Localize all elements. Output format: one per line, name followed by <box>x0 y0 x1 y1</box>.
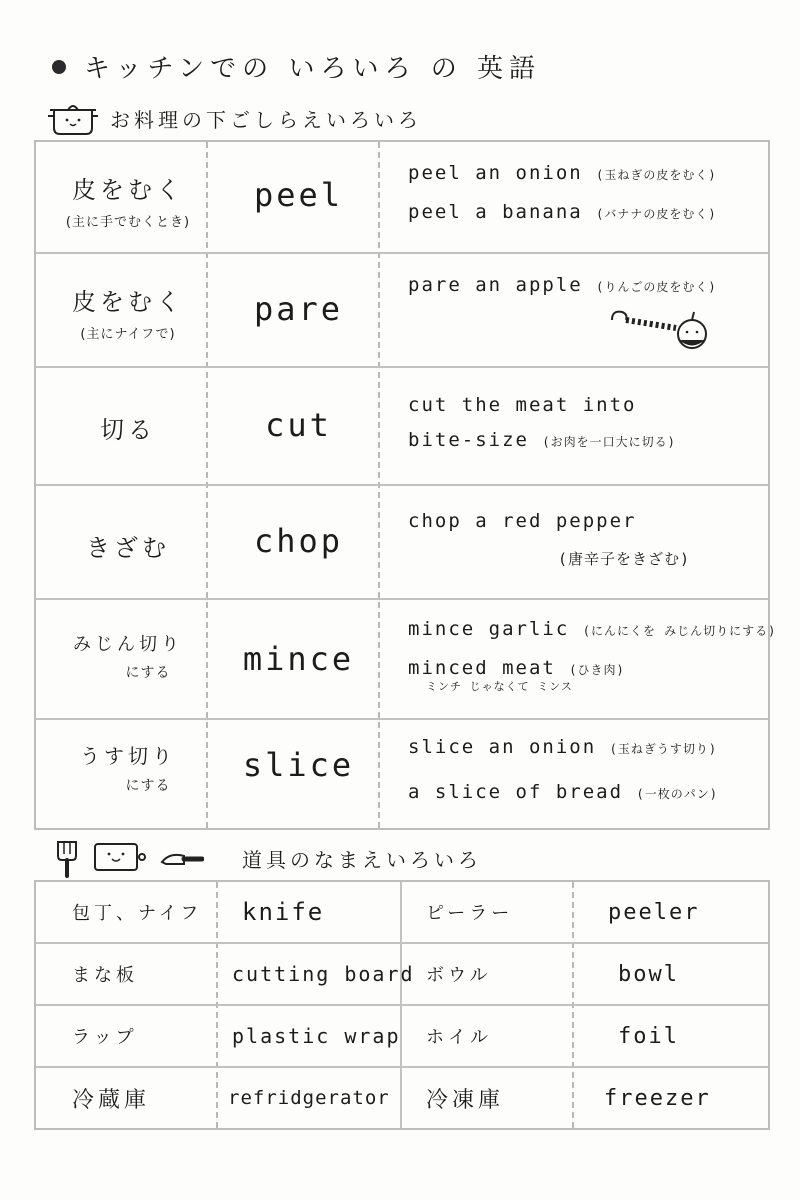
example-line: bite-size (お肉を一口大に切る) <box>408 428 676 451</box>
page-heading <box>52 48 541 85</box>
japanese-term-main: みじん切り <box>73 634 183 655</box>
tool-english: knife <box>242 898 325 926</box>
tool-english: refridgerator <box>228 1087 390 1109</box>
table-row <box>36 1068 768 1130</box>
japanese-term-main: 皮をむく <box>72 176 184 204</box>
table-row <box>36 600 777 720</box>
english-verb: mince <box>242 640 355 678</box>
table-row <box>36 142 768 254</box>
example-aside: ミンチ じゃなくて ミンス <box>426 679 573 693</box>
kitchen-tools-table <box>34 880 770 1130</box>
japanese-term <box>58 282 198 342</box>
example-list <box>408 162 768 224</box>
page-title: キッチンでの いろいろ の 英語 <box>84 54 541 84</box>
tool-japanese: ピーラー <box>426 903 514 924</box>
tool-english: peeler <box>608 899 700 925</box>
example-line: slice an onion (玉ねぎうす切り) <box>408 736 718 758</box>
example-list <box>408 510 768 570</box>
japanese-term-sub: (主にナイフで) <box>80 327 176 342</box>
table-row <box>36 1006 768 1068</box>
table-row <box>36 720 768 828</box>
tool-japanese: 包丁、ナイフ <box>72 903 203 924</box>
example-line: mince garlic (にんにくを みじん切りにする) <box>408 618 777 640</box>
japanese-term-sub: にする <box>125 665 171 681</box>
prep-verbs-table <box>34 140 777 830</box>
table-row <box>36 882 768 944</box>
section2-title: 道具のなまえいろいろ <box>242 847 482 872</box>
japanese-term <box>58 170 198 230</box>
table-row <box>36 944 768 1006</box>
tool-english: freezer <box>604 1085 711 1111</box>
japanese-term <box>58 630 198 682</box>
pot-with-face-icon <box>46 98 100 138</box>
tool-japanese: 冷蔵庫 <box>72 1087 151 1113</box>
japanese-term-sub: (主に手でむくとき) <box>65 215 191 230</box>
english-verb: pare <box>253 290 344 328</box>
bullet-dot <box>52 60 66 74</box>
example-line: (唐辛子をきざむ) <box>558 549 691 568</box>
peeler-icon <box>52 838 82 878</box>
tool-japanese: まな板 <box>72 965 138 986</box>
section2-header <box>52 838 482 878</box>
example-line: peel an onion (玉ねぎの皮をむく) <box>408 162 717 184</box>
english-verb: cut <box>265 406 332 444</box>
section1-title: お料理の下ごしらえいろいろ <box>110 107 422 132</box>
example-line: chop a red pepper <box>408 510 637 532</box>
tool-japanese: ラップ <box>72 1027 138 1048</box>
section1-header <box>46 98 422 138</box>
example-list <box>408 394 768 452</box>
tool-japanese: 冷凍庫 <box>426 1087 505 1113</box>
japanese-term <box>58 410 198 445</box>
example-line: cut the meat into <box>408 394 637 416</box>
japanese-term <box>58 740 198 795</box>
tool-english: bowl <box>618 961 679 987</box>
example-list <box>408 736 768 804</box>
english-verb: slice <box>242 746 355 784</box>
japanese-term <box>58 528 198 563</box>
example-list <box>408 618 777 693</box>
tool-english: plastic wrap <box>232 1024 401 1048</box>
japanese-term-main: うす切り <box>80 744 176 768</box>
tool-japanese: ボウル <box>426 965 492 986</box>
example-line: peel a banana (バナナの皮をむく) <box>408 200 717 223</box>
example-line: pare an apple (りんごの皮をむく) <box>408 274 717 296</box>
table-row <box>36 486 768 600</box>
cutting-board-with-face-icon <box>92 841 148 875</box>
knife-icon <box>158 844 204 872</box>
japanese-term-main: きざむ <box>86 534 170 562</box>
japanese-term-main: 皮をむく <box>72 288 184 316</box>
english-verb: peel <box>253 176 344 214</box>
japanese-term-main: 切る <box>100 416 156 444</box>
table-row <box>36 368 768 486</box>
tool-english: foil <box>618 1023 679 1049</box>
peeled-apple-icon <box>606 306 716 352</box>
tool-english: cutting board <box>232 962 415 986</box>
example-line: minced meat (ひき肉) <box>408 656 625 679</box>
example-line: a slice of bread (一枚のパン) <box>408 780 718 803</box>
table-row <box>36 254 768 368</box>
english-verb: chop <box>253 522 344 560</box>
tool-japanese: ホイル <box>426 1027 492 1048</box>
japanese-term-sub: にする <box>125 778 171 794</box>
example-list <box>408 274 768 297</box>
